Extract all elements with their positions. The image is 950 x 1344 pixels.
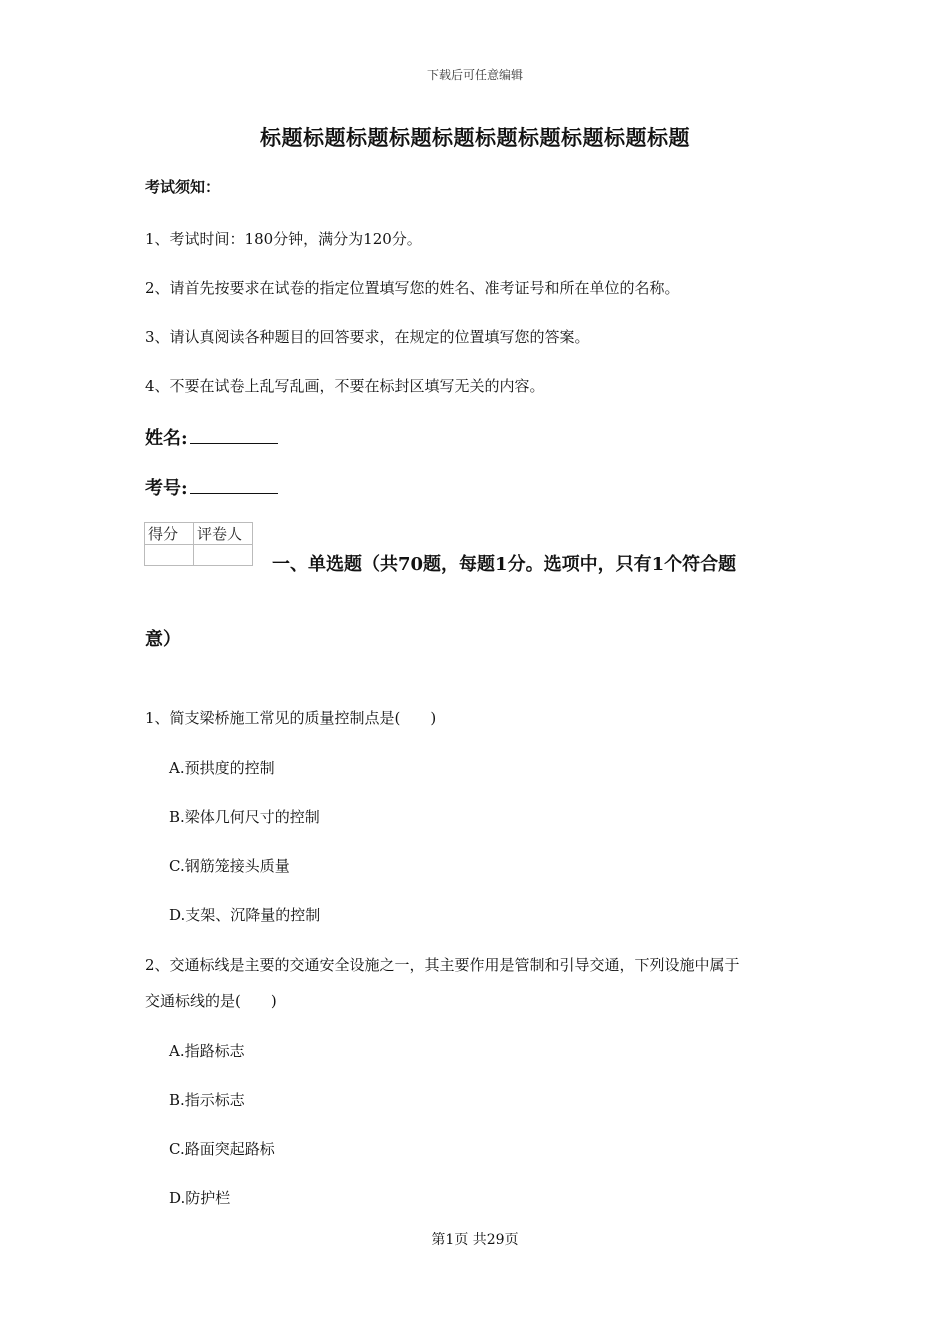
notice-item: 4、不要在试卷上乱写乱画，不要在标封区填写无关的内容。	[145, 377, 545, 395]
id-field	[145, 474, 278, 500]
notice-item: 2、请首先按要求在试卷的指定位置填写您的姓名、准考证号和所在单位的名称。	[145, 279, 680, 297]
question-option: B.指示标志	[169, 1091, 245, 1109]
page-footer: 第1页 共29页	[431, 1232, 519, 1248]
question-option: D.防护栏	[169, 1189, 231, 1207]
score-cell[interactable]	[145, 545, 194, 566]
grader-cell[interactable]	[194, 545, 253, 566]
name-blank-line[interactable]	[190, 425, 278, 444]
document-title: 标题标题标题标题标题标题标题标题标题标题	[260, 125, 690, 150]
grader-header: 评卷人	[194, 523, 253, 545]
score-table	[144, 522, 253, 566]
section-title: 一、单选题（共70题，每题1分。选项中，只有1个符合题	[272, 554, 737, 575]
id-label: 考号:	[145, 478, 188, 499]
id-blank-line[interactable]	[190, 475, 278, 494]
question-option: B.梁体几何尺寸的控制	[169, 808, 320, 826]
name-label: 姓名:	[145, 428, 188, 449]
question-stem-continued: 交通标线的是( )	[145, 992, 277, 1010]
question-option: C.路面突起路标	[169, 1140, 275, 1158]
score-header: 得分	[145, 523, 194, 545]
question-option: D.支架、沉降量的控制	[169, 906, 321, 924]
section-title-continued: 意）	[145, 629, 181, 650]
notice-heading: 考试须知：	[145, 178, 221, 196]
question-option: A.预拱度的控制	[169, 759, 275, 777]
question-stem: 2、交通标线是主要的交通安全设施之一，其主要作用是管制和引导交通，下列设施中属于	[145, 956, 740, 974]
notice-item: 1、考试时间：180分钟，满分为120分。	[145, 230, 422, 248]
name-field	[145, 424, 278, 450]
header-note: 下载后可任意编辑	[426, 68, 523, 82]
question-stem: 1、简支梁桥施工常见的质量控制点是( )	[145, 709, 437, 727]
question-option: C.钢筋笼接头质量	[169, 857, 290, 875]
notice-item: 3、请认真阅读各种题目的回答要求，在规定的位置填写您的答案。	[145, 328, 590, 346]
question-option: A.指路标志	[169, 1042, 245, 1060]
